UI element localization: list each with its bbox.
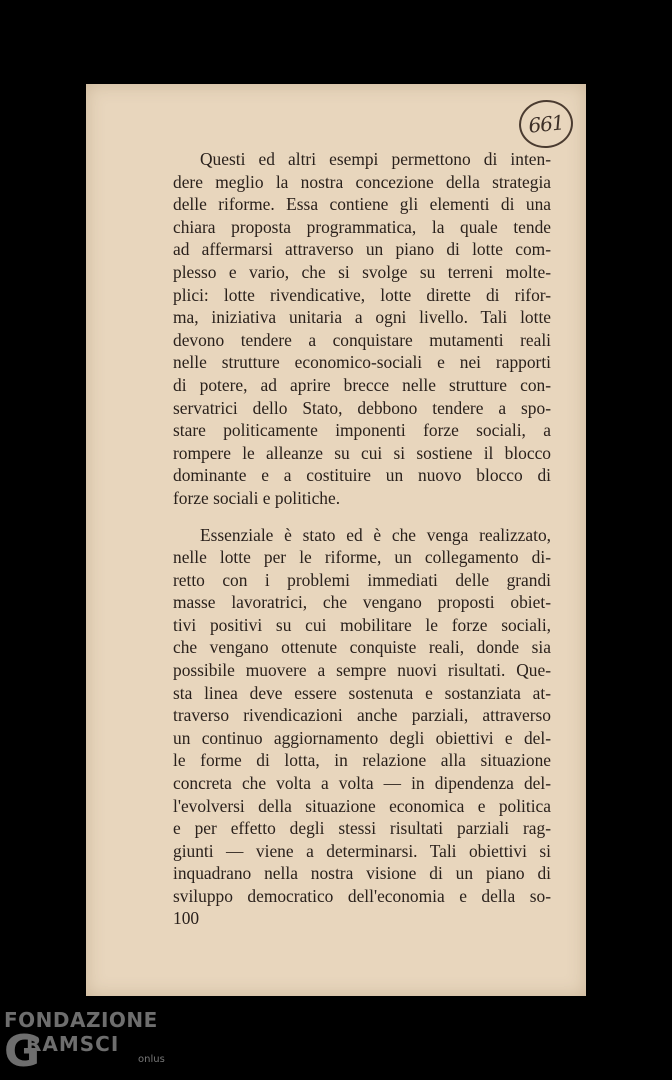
text-line: plici: lotte rivendicative, lotte dirette di rifor- bbox=[173, 284, 551, 305]
paragraph-gap bbox=[173, 510, 551, 524]
text-line: Questi ed altri esempi permettono di inten- bbox=[200, 149, 551, 169]
text-line: ma, iniziativa unitaria a ogni livello. Tali lotte bbox=[173, 307, 551, 328]
text-line: nelle strutture economico-sociali e nei rapporti bbox=[173, 352, 551, 373]
text-line: delle riforme. Essa contiene gli elementi di una bbox=[173, 194, 551, 215]
archive-stamp bbox=[517, 97, 576, 150]
stamp-number: 661 bbox=[527, 110, 565, 138]
book-page bbox=[86, 84, 586, 996]
text-line: ad affermarsi attraverso un piano di lotte com- bbox=[173, 239, 551, 260]
text-line: l'evolversi della situazione economica e politica bbox=[173, 795, 551, 816]
text-line: retto con i problemi immediati delle grandi bbox=[173, 569, 551, 590]
paragraph-2 bbox=[173, 524, 551, 908]
text-line: concreta che volta a volta — in dipendenza del- bbox=[173, 773, 551, 794]
text-line: chiara proposta programmatica, la quale tende bbox=[173, 216, 551, 237]
text-line: un continuo aggiornamento degli obiettivi e del- bbox=[173, 727, 551, 748]
text-line: sviluppo democratico dell'economia e della so- bbox=[173, 886, 551, 906]
text-line: giunti — viene a determinarsi. Tali obiettivi si bbox=[173, 840, 551, 861]
text-line: servatrici dello Stato, debbono tendere a spo- bbox=[173, 397, 551, 418]
text-line: dere meglio la nostra concezione della strategia bbox=[173, 171, 551, 192]
body-text bbox=[173, 148, 551, 908]
text-line: Essenziale è stato ed è che venga realizzato, bbox=[200, 524, 551, 545]
page-number: 100 bbox=[173, 908, 200, 928]
text-line: e per effetto degli stessi risultati parziali rag- bbox=[173, 818, 551, 839]
text-line: di potere, ad aprire brecce nelle strutture con- bbox=[173, 374, 551, 395]
text-line: dominante e a costituire un nuovo blocco di bbox=[173, 465, 551, 486]
logo-line-1: FONDAZIONE bbox=[4, 1008, 158, 1032]
text-line: rompere le alleanze su cui si sostiene il blocco bbox=[173, 442, 551, 463]
text-line: forze sociali e politiche. bbox=[173, 487, 341, 508]
text-line: masse lavoratrici, che vengano proposti obiet- bbox=[173, 592, 551, 613]
text-line: possibile muovere a sempre nuovi risultati. Que- bbox=[173, 660, 551, 681]
text-line: le forme di lotta, in relazione alla situazione bbox=[173, 750, 551, 771]
logo-suffix: onlus bbox=[138, 1054, 165, 1065]
logo-line-2: RAMSCI bbox=[26, 1032, 120, 1056]
text-line: plesso e vario, che si svolge su terreni molte- bbox=[173, 261, 551, 282]
logo-initial: G bbox=[4, 1026, 41, 1077]
text-line: tivi positivi su cui mobilitare le forze sociali, bbox=[173, 614, 551, 635]
text-line: inquadrano nella nostra visione di un piano di bbox=[173, 863, 551, 884]
text-line: che vengano ottenute conquiste reali, donde sia bbox=[173, 637, 551, 658]
text-line: devono tendere a conquistare mutamenti reali bbox=[173, 329, 551, 350]
text-line: traverso rivendicazioni anche parziali, attraverso bbox=[173, 705, 551, 726]
paragraph-1 bbox=[173, 148, 551, 510]
text-line: sta linea deve essere sostenuta e sostanziata at- bbox=[173, 682, 551, 703]
text-line: stare politicamente imponenti forze sociali, a bbox=[173, 420, 551, 441]
text-line: nelle lotte per le riforme, un collegamento di- bbox=[173, 547, 551, 568]
fondazione-gramsci-logo bbox=[4, 1008, 174, 1078]
